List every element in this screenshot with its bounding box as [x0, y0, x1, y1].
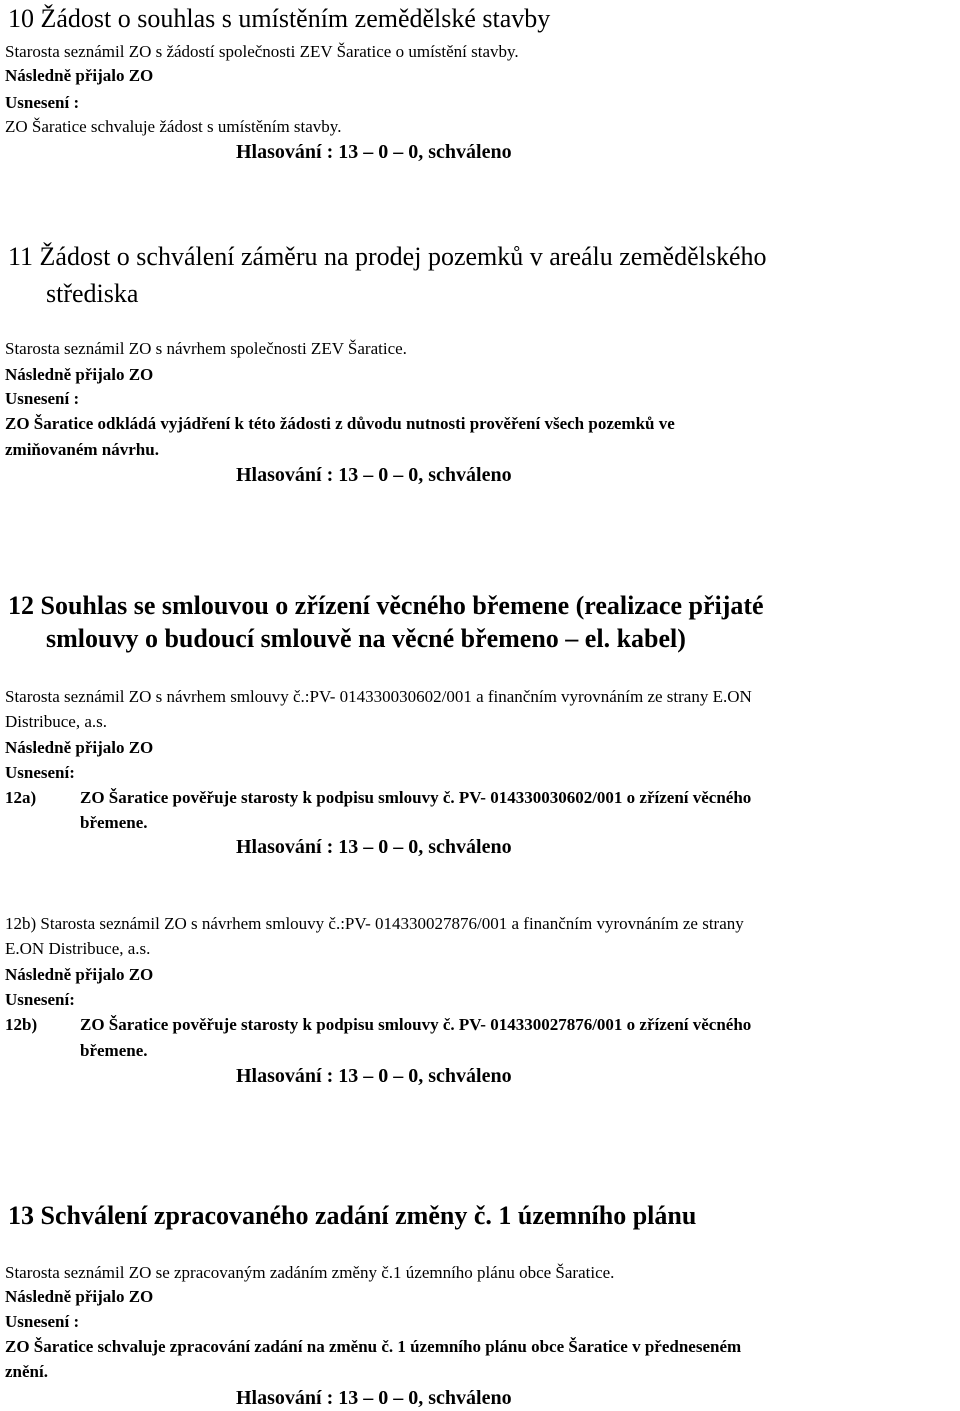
section-13-resolution-cont: znění. [5, 1362, 48, 1381]
section-11-intro: Starosta seznámil ZO s návrhem společnosti ZEV Šaratice. [5, 339, 407, 358]
section-12a-resolution: ZO Šaratice pověřuje starosty k podpisu smlouvy č. PV- 014330030602/001 o zřízení věcného [80, 788, 752, 807]
section-11-prijalo: Následně přijalo ZO [5, 365, 154, 384]
section-12-intro-cont: Distribuce, a.s. [5, 712, 107, 731]
section-13-usneseni: Usnesení : [5, 1312, 80, 1331]
section-12-prijalo: Následně přijalo ZO [5, 738, 154, 757]
section-10-resolution: ZO Šaratice schvaluje žádost s umístěním stavby. [5, 117, 342, 136]
section-10-title: 10 Žádost o souhlas s umístěním zemědělské stavby [8, 4, 551, 33]
section-11-resolution: ZO Šaratice odkládá vyjádření k této žádosti z důvodu nutnosti prověření všech pozemků ve [5, 414, 675, 433]
section-13-prijalo: Následně přijalo ZO [5, 1287, 154, 1306]
section-11-title: 11 Žádost o schválení záměru na prodej pozemků v areálu zemědělského [8, 242, 767, 271]
section-12b-prijalo: Následně přijalo ZO [5, 965, 154, 984]
section-12a-resolution-cont: břemene. [80, 813, 148, 832]
section-12-intro: Starosta seznámil ZO s návrhem smlouvy č.:PV- 014330030602/001 a finančním vyrovnáním ze strany E.ON [5, 687, 752, 706]
section-12b-vote: Hlasování : 13 – 0 – 0, schváleno [236, 1065, 512, 1087]
section-13-intro: Starosta seznámil ZO se zpracovaným zadáním změny č.1 územního plánu obce Šaratice. [5, 1263, 615, 1282]
section-12b-number: 12b) [5, 1015, 38, 1034]
section-10-vote: Hlasování : 13 – 0 – 0, schváleno [236, 141, 512, 163]
section-12b-intro-cont: E.ON Distribuce, a.s. [5, 939, 151, 958]
section-12b-resolution: ZO Šaratice pověřuje starosty k podpisu smlouvy č. PV- 014330027876/001 o zřízení věcného [80, 1015, 752, 1034]
section-10-intro: Starosta seznámil ZO s žádostí společnosti ZEV Šaratice o umístění stavby. [5, 42, 519, 61]
section-12b-usneseni: Usnesení: [5, 990, 75, 1009]
section-13-vote: Hlasování : 13 – 0 – 0, schváleno [236, 1387, 512, 1409]
section-12-title: 12 Souhlas se smlouvou o zřízení věcného břemene (realizace přijaté [8, 591, 764, 620]
section-12-usneseni: Usnesení: [5, 763, 75, 782]
section-13-title: 13 Schválení zpracovaného zadání změny č. 1 územního plánu [8, 1201, 697, 1230]
section-10-prijalo: Následně přijalo ZO [5, 66, 154, 85]
section-12a-number: 12a) [5, 788, 37, 807]
section-11-title-cont: střediska [46, 279, 139, 308]
section-12b-intro: 12b) Starosta seznámil ZO s návrhem smlouvy č.:PV- 014330027876/001 a finančním vyrovnáním ze strany [5, 914, 744, 933]
section-11-vote: Hlasování : 13 – 0 – 0, schváleno [236, 464, 512, 486]
section-12a-vote: Hlasování : 13 – 0 – 0, schváleno [236, 836, 512, 858]
section-12b-resolution-cont: břemene. [80, 1041, 148, 1060]
section-11-resolution-cont: zmiňovaném návrhu. [5, 440, 159, 459]
section-12-title-cont: smlouvy o budoucí smlouvě na věcné břemeno – el. kabel) [46, 624, 686, 653]
section-13-resolution: ZO Šaratice schvaluje zpracování zadání na změnu č. 1 územního plánu obce Šaratice v předneseném [5, 1337, 742, 1356]
section-10-usneseni: Usnesení : [5, 93, 80, 112]
section-11-usneseni: Usnesení : [5, 389, 80, 408]
